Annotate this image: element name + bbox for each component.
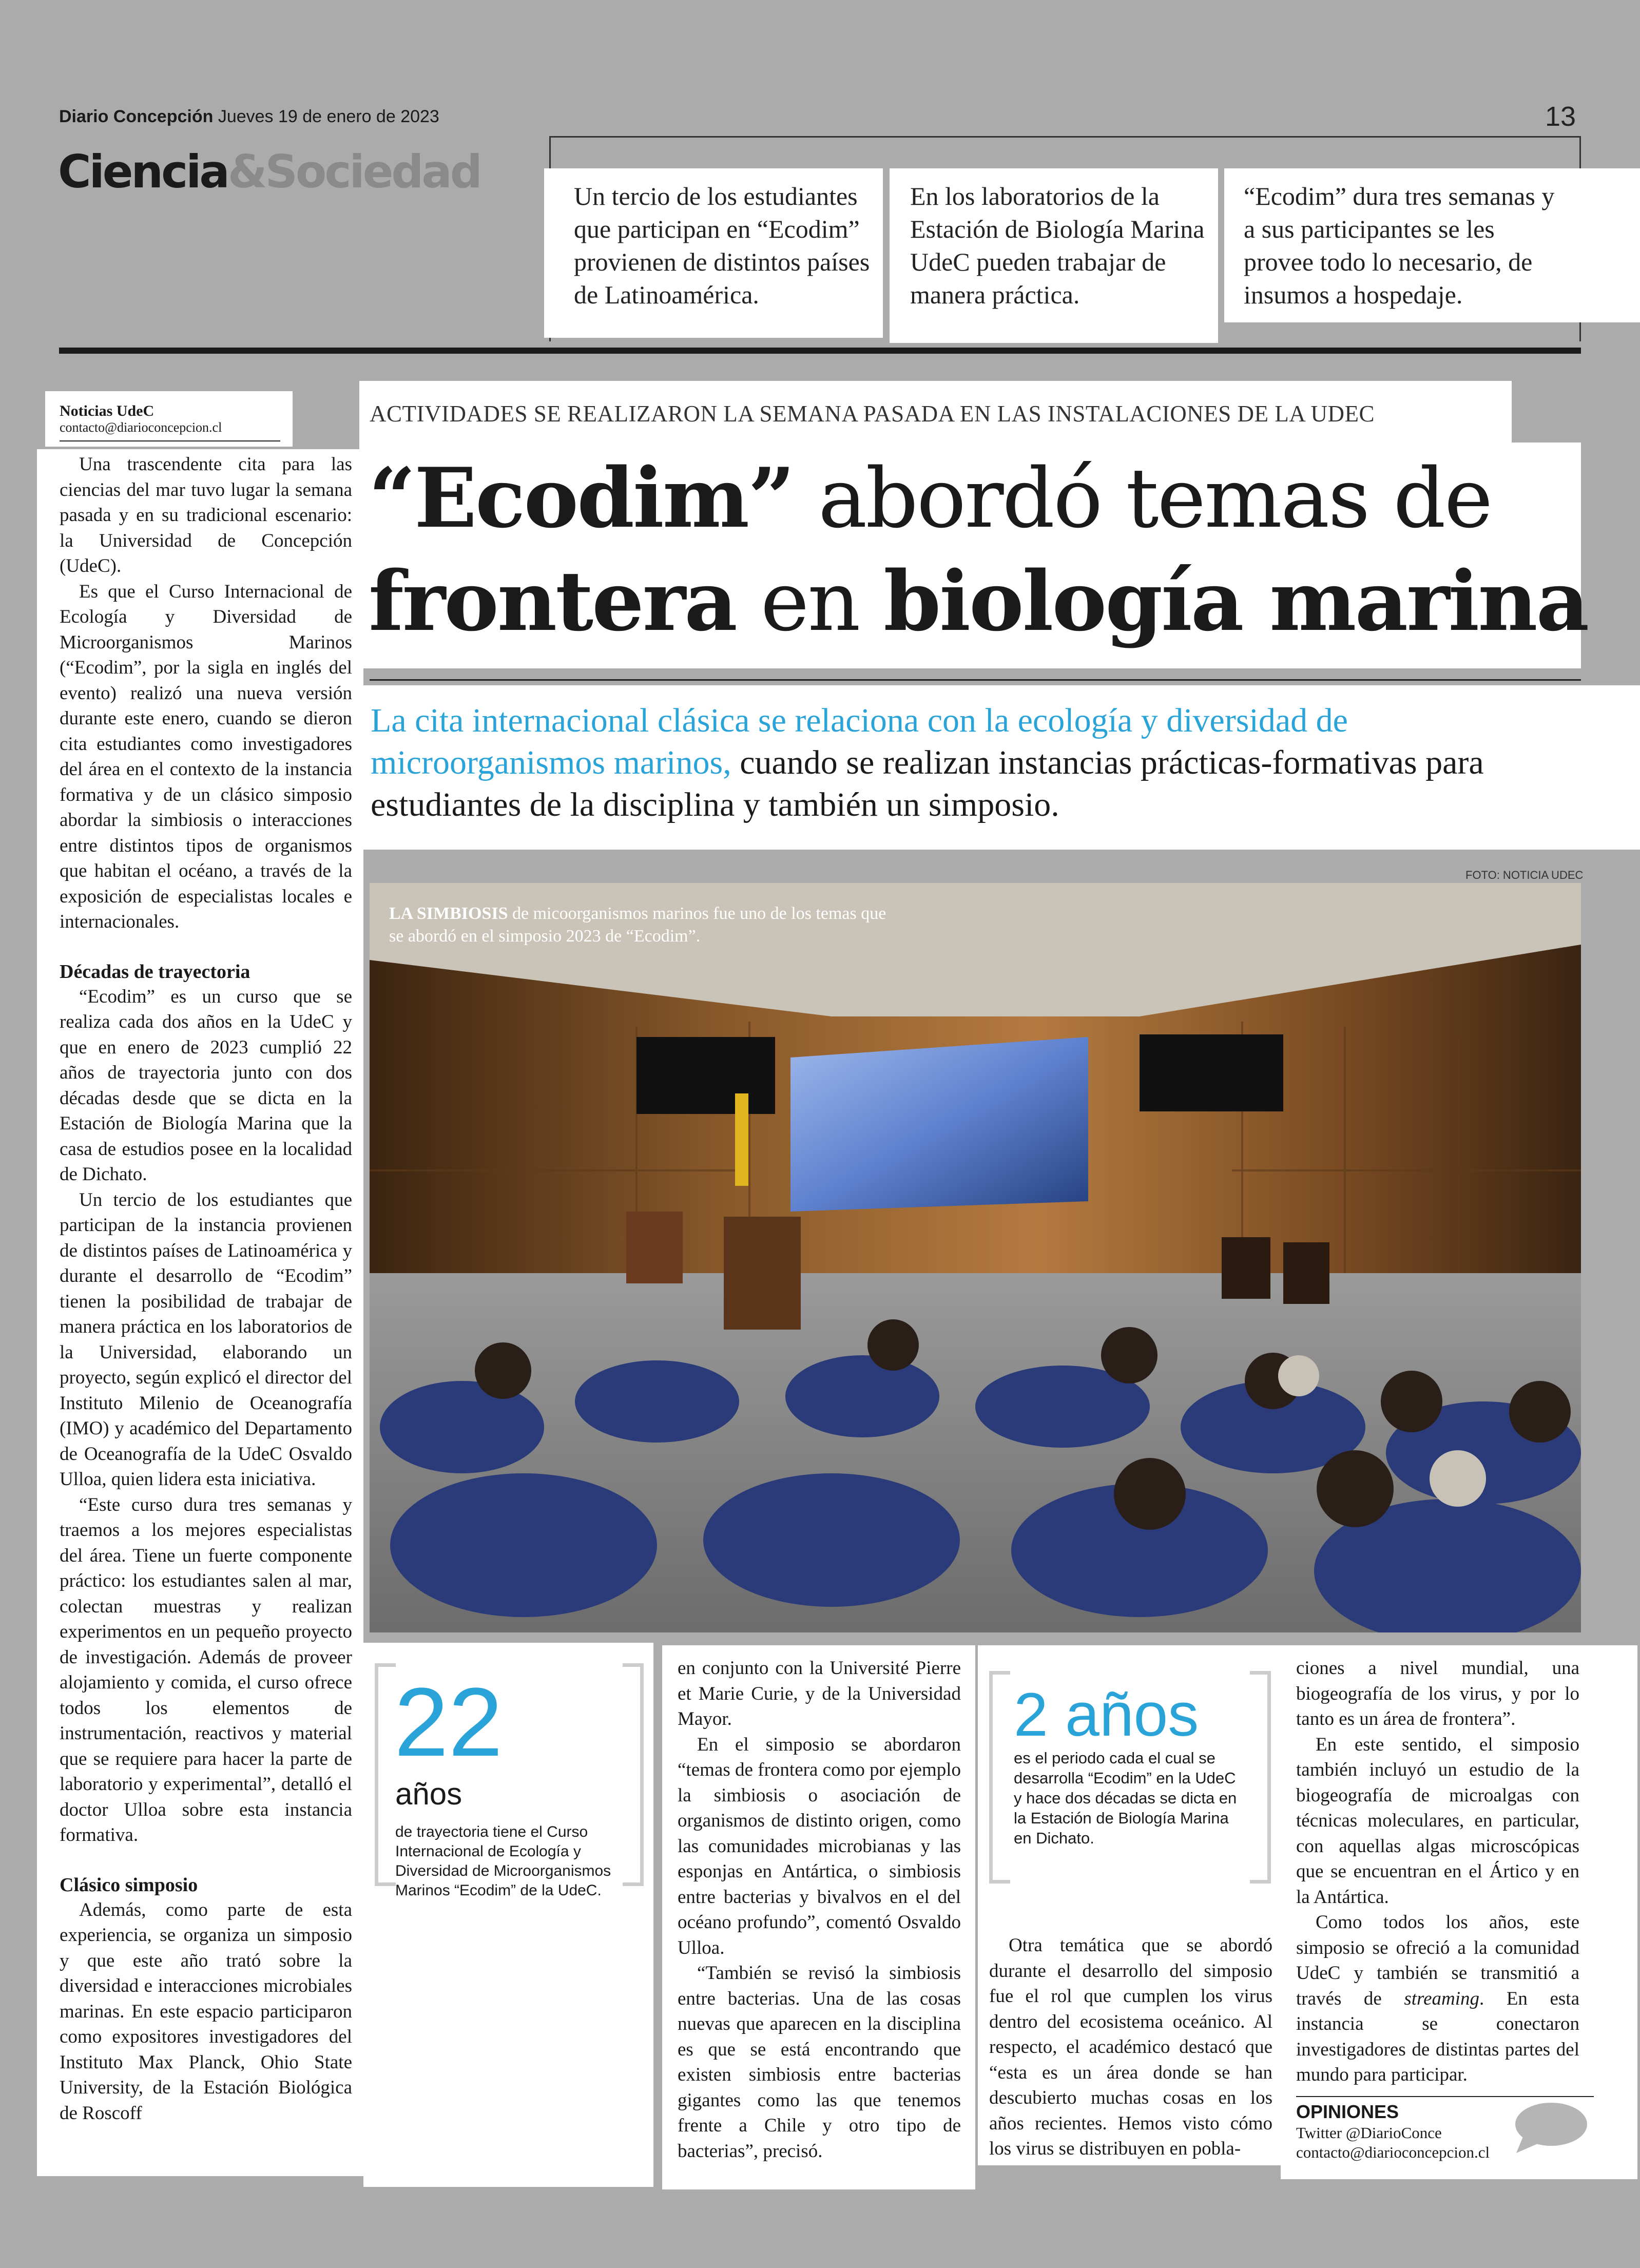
teaser-2: En los laboratorios de la Estación de Biología Marina UdeC pueden trabajar de manera práctica. <box>910 182 1205 309</box>
headline <box>369 447 1588 653</box>
opinions-email: contacto@diarioconcepcion.cl <box>1296 2143 1490 2161</box>
speech-bubble-icon <box>1509 2100 1591 2156</box>
col3-paragraph-1: en conjunto con la Université Pierre et Marie Curie, y de la Universidad Mayor. <box>678 1658 961 1729</box>
header-top-rule <box>549 136 1581 138</box>
photo-caption-text: de micoorganismos marinos fue uno de los temas que se abordó en el simposio 2023 de “Ecodim”. <box>389 904 886 946</box>
auditorium-photo <box>370 883 1581 1632</box>
deck-blue: La cita internacional clásica se relaciona con la ecología y diversidad de microorganismos marinos, <box>371 702 1348 781</box>
stat2-bracket-right <box>1250 1671 1271 1883</box>
teaser-box-1 <box>544 168 883 338</box>
headline-text-a: abordó temas de <box>794 450 1492 546</box>
column-4 <box>989 1933 1272 2162</box>
column-1 <box>60 452 352 2126</box>
col5-p3-a: Como todos los años, este simposio se ofreció a la comunidad UdeC y también se transmitió a través de <box>1296 1912 1579 2009</box>
stat-box-1 <box>363 1643 653 2187</box>
col1-paragraph-5: “Este curso dura tres semanas y traemos a los mejores especialistas del área. Tiene un fuerte componente práctico: los estudiantes salen al mar, colectan muestras y realizan experimentos en un pequeño proyecto de investigación. Además de proveer alojamiento y comida, el curso ofrece todos los elementos de instrumentación, reactivos y material que se requiere para hacer la parte de laboratorio y experimental”, detalló el doctor Ulloa sobre esta instancia formativa. <box>60 1494 352 1846</box>
section-title-amp: & <box>227 145 265 198</box>
byline-box <box>45 391 293 447</box>
headline-box <box>359 443 1588 668</box>
col1-subheading-1: Décadas de trayectoria <box>60 960 250 983</box>
section-title <box>58 146 480 198</box>
headline-word-ecodim: “Ecodim” <box>369 450 794 546</box>
opinions-rule <box>1296 2096 1594 2097</box>
byline-email: contacto@diarioconcepcion.cl <box>60 420 222 435</box>
col1-paragraph-2: Es que el Curso Internacional de Ecología y Diversidad de Microorganismos Marinos (“Ecodim”, por la sigla en inglés del evento) realizó una nueva versión durante este enero, cuando se dieron cita estudiantes como investigadores del área en el contexto de la instancia formativa y de un clásico simposio abordar la simbiosis o interacciones entre distintos tipos de organismos que habitan el océano, a través de la exposición de especialistas locales e internacionales. <box>60 581 352 932</box>
paper-name: Diario Concepción <box>59 107 214 126</box>
stat2-bracket-left <box>989 1671 1010 1883</box>
col5-p3-b: . En esta instancia se conectaron investigadores de distintas partes del mundo para participar. <box>1296 1988 1579 2085</box>
col1-subheading-2: Clásico simposio <box>60 1874 198 1896</box>
stat1-text: de trayectoria tiene el Curso Internacional de Ecología y Diversidad de Microorganismos Marinos “Ecodim” de la UdeC. <box>395 1823 611 1899</box>
deck-black: cuando se realizan instancias prácticas-formativas para estudiantes de la disciplina y también un simposio. <box>371 744 1484 823</box>
stat1-unit: años <box>395 1777 462 1811</box>
stat2-text: es el periodo cada el cual se desarrolla “Ecodim” en la UdeC y hace dos décadas se dicta en la Estación de Biología Marina en Dichato. <box>1014 1749 1237 1847</box>
stat1-bracket-right <box>623 1663 644 1886</box>
photo-credit: FOTO: NOTICIA UDEC <box>1465 869 1584 881</box>
headline-word-biologia: biología marina <box>883 553 1588 649</box>
teaser-3: “Ecodim” dura tres semanas y a sus participantes se les provee todo lo necesario, de insumos a hospedaje. <box>1244 182 1555 309</box>
column-1-box <box>37 449 363 2176</box>
col4-paragraph-1: Otra temática que se abordó durante el desarrollo del simposio fue el rol que cumplen los virus dentro del ecosistema oceánico. Al respecto, el académico destacó que “esta es un área donde se han descubierto muchas cosas en los años recientes. Hemos visto cómo los virus se distribuyen en pobla- <box>989 1935 1272 2159</box>
headline-word-frontera: frontera <box>369 553 736 649</box>
stat1-number: 22 <box>394 1668 503 1777</box>
teaser-1: Un tercio de los estudiantes que participan en “Ecodim” provienen de distintos países de Latinoamérica. <box>574 182 870 309</box>
opinions-title: OPINIONES <box>1296 2101 1399 2122</box>
col5-paragraph-2: En este sentido, el simposio también incluyó un estudio de la biogeografía de microalgas con técnicas moleculares, en particular, con aquellas algas microscópicas que se encuentran en el Ártico y en la Antártica. <box>1296 1734 1579 1908</box>
stat1-bracket-left <box>375 1663 396 1886</box>
headline-line-1 <box>369 447 1588 550</box>
headline-text-b: en <box>736 553 884 649</box>
column-3 <box>678 1656 961 2164</box>
deck-box <box>359 685 1640 850</box>
deck <box>371 700 1551 826</box>
masthead-line <box>59 107 439 127</box>
stat2-number: 2 años <box>1014 1680 1199 1749</box>
col1-paragraph-3: “Ecodim” es un curso que se realiza cada dos años en la UdeC y que en enero de 2023 cumplió 22 años de trayectoria junto con dos décadas desde que se dicta en la Estación de Biología Marina que la casa de estudios posee en la localidad de Dichato. <box>60 986 352 1185</box>
column-3-box <box>662 1645 975 2189</box>
col3-paragraph-2: En el simposio se abordaron “temas de frontera como por ejemplo la simbiosis o asociación de organismos de distinto origen, como las comunidades microbianas y las esponjas en Antártica, o simbiosis entre bacterias y bivalvos en el del océano profundo”, comentó Osvaldo Ulloa. <box>678 1734 961 1958</box>
photo-caption-bold: LA SIMBIOSIS <box>389 904 508 923</box>
col5-p3-em: streaming <box>1404 1988 1480 2009</box>
issue-date: Jueves 19 de enero de 2023 <box>218 107 439 126</box>
opinions-twitter: Twitter @DiarioConce <box>1296 2124 1442 2142</box>
headline-rule <box>370 679 1581 681</box>
teaser-box-3 <box>1224 168 1640 322</box>
headline-line-2 <box>369 550 1588 653</box>
byline-rule <box>60 440 280 441</box>
col1-paragraph-4: Un tercio de los estudiantes que participan de la instancia provienen de distintos países de Latinoamérica y durante el desarrollo de “Ecodim” tienen la posibilidad de trabajar de manera práctica en los laboratorios de la Universidad, elaborando un proyecto, según explicó el director del Instituto Milenio de Oceanografía (IMO) y académico del Departamento de Oceanografía de la UdeC Osvaldo Ulloa, quien lidera esta iniciativa. <box>60 1189 352 1490</box>
byline-author: Noticias UdeC <box>60 402 155 419</box>
column-5 <box>1296 1656 1579 2088</box>
col5-paragraph-1: ciones a nivel mundial, una biogeografía de los virus, y por lo tanto es un área de frontera”. <box>1296 1658 1579 1729</box>
col1-paragraph-6: Además, como parte de esta experiencia, se organiza un simposio y que este año trató sobre la diversidad e interacciones microbiales marinas. En este espacio participaron como expositores investigadores del Instituto Max Planck, Ohio State University, de la Estación Biológica de Roscoff <box>60 1899 352 2124</box>
section-title-a: Ciencia <box>58 145 228 198</box>
col1-paragraph-1: Una trascendente cita para las ciencias del mar tuvo lugar la semana pasada y en su tradicional escenario: la Universidad de Concepción (UdeC). <box>60 454 352 576</box>
section-title-b: Sociedad <box>265 145 480 198</box>
photo <box>370 883 1581 1632</box>
col5-paragraph-3 <box>1296 1910 1579 2088</box>
page-number: 13 <box>1545 101 1576 132</box>
column-4-box <box>978 1645 1281 2165</box>
kicker: ACTIVIDADES SE REALIZARON LA SEMANA PASADA EN LAS INSTALACIONES DE LA UDEC <box>370 401 1375 427</box>
photo-caption <box>389 902 902 948</box>
kicker-box <box>359 381 1512 443</box>
header-bottom-rule <box>59 348 1581 354</box>
col3-paragraph-3: “También se revisó la simbiosis entre bacterias. Una de las cosas nuevas que aparecen en la disciplina es que se está encontrando que existen simbiosis entre bacterias gigantes como las que tenemos frente a Chile y otro tipo de bacterias”, precisó. <box>678 1963 961 2162</box>
column-5-box <box>1281 1645 1637 2179</box>
teaser-box-2 <box>890 168 1218 343</box>
